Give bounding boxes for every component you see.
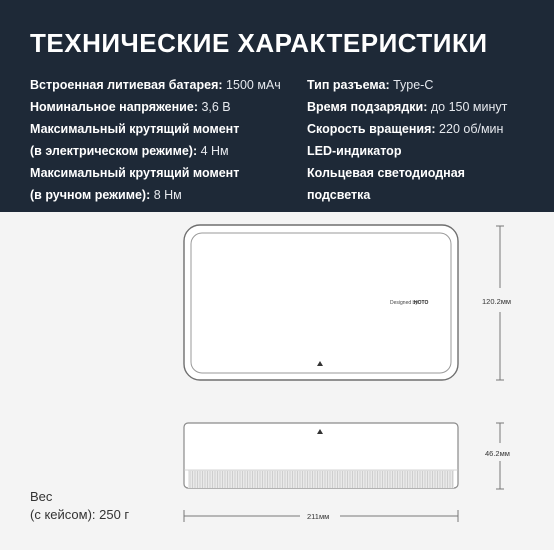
spec-label: Скорость вращения: (307, 122, 436, 136)
spec-label: LED-индикатор (307, 144, 402, 158)
spec-value: 8 Нм (150, 188, 182, 202)
spec-label: Тип разъема: (307, 78, 390, 92)
spec-ring-light-cont (307, 184, 547, 206)
case-side-grille (188, 470, 454, 488)
spec-battery (30, 74, 300, 96)
spec-label: (в электрическом режиме): (30, 144, 198, 158)
spec-value: 1500 мАч (222, 78, 281, 92)
spec-ring-light (307, 162, 547, 184)
spec-value: до 150 минут (427, 100, 508, 114)
dimension-width-label: 211мм (307, 512, 330, 521)
brand-prefix-label: Designed by (390, 300, 418, 306)
spec-torque-manual-title (30, 162, 300, 184)
spec-connector (307, 74, 547, 96)
weight-info (30, 488, 129, 524)
spec-label: Кольцевая светодиодная (307, 166, 465, 180)
spec-label: Максимальный крутящий момент (30, 166, 240, 180)
brand-name-label: HOTO (414, 300, 429, 306)
spec-label: Максимальный крутящий момент (30, 122, 240, 136)
spec-voltage (30, 96, 300, 118)
spec-label: (в ручном режиме): (30, 188, 151, 202)
spec-rotation-speed (307, 118, 547, 140)
case-top-view (184, 225, 458, 380)
spec-column-right (307, 74, 547, 206)
dimension-height-side-label: 46.2мм (485, 449, 510, 458)
page-title: ТЕХНИЧЕСКИЕ ХАРАКТЕРИСТИКИ (30, 28, 488, 58)
spec-torque-electric-title (30, 118, 300, 140)
spec-value: 4 Нм (197, 144, 229, 158)
weight-label: Вес (30, 489, 53, 504)
spec-header (0, 0, 554, 212)
spec-value: 3,6 В (197, 100, 231, 114)
spec-led (307, 140, 547, 162)
dimension-height-top (482, 226, 511, 380)
spec-value: 220 об/мин (435, 122, 504, 136)
spec-torque-manual (30, 184, 300, 206)
dimension-width (184, 510, 458, 522)
spec-charge-time (307, 96, 547, 118)
dimension-height-top-label: 120.2мм (482, 297, 512, 306)
spec-label: Номинальное напряжение: (30, 100, 198, 114)
spec-label: Время подзарядки: (307, 100, 428, 114)
weight-value: (с кейсом): 250 г (30, 507, 130, 522)
spec-torque-electric (30, 140, 300, 162)
dimension-height-side (485, 423, 510, 489)
spec-value: Type-C (389, 78, 434, 92)
case-side-view (184, 423, 458, 488)
spec-column-left (30, 74, 300, 206)
spec-label: Встроенная литиевая батарея: (30, 78, 223, 92)
spec-label: подсветка (307, 188, 371, 202)
